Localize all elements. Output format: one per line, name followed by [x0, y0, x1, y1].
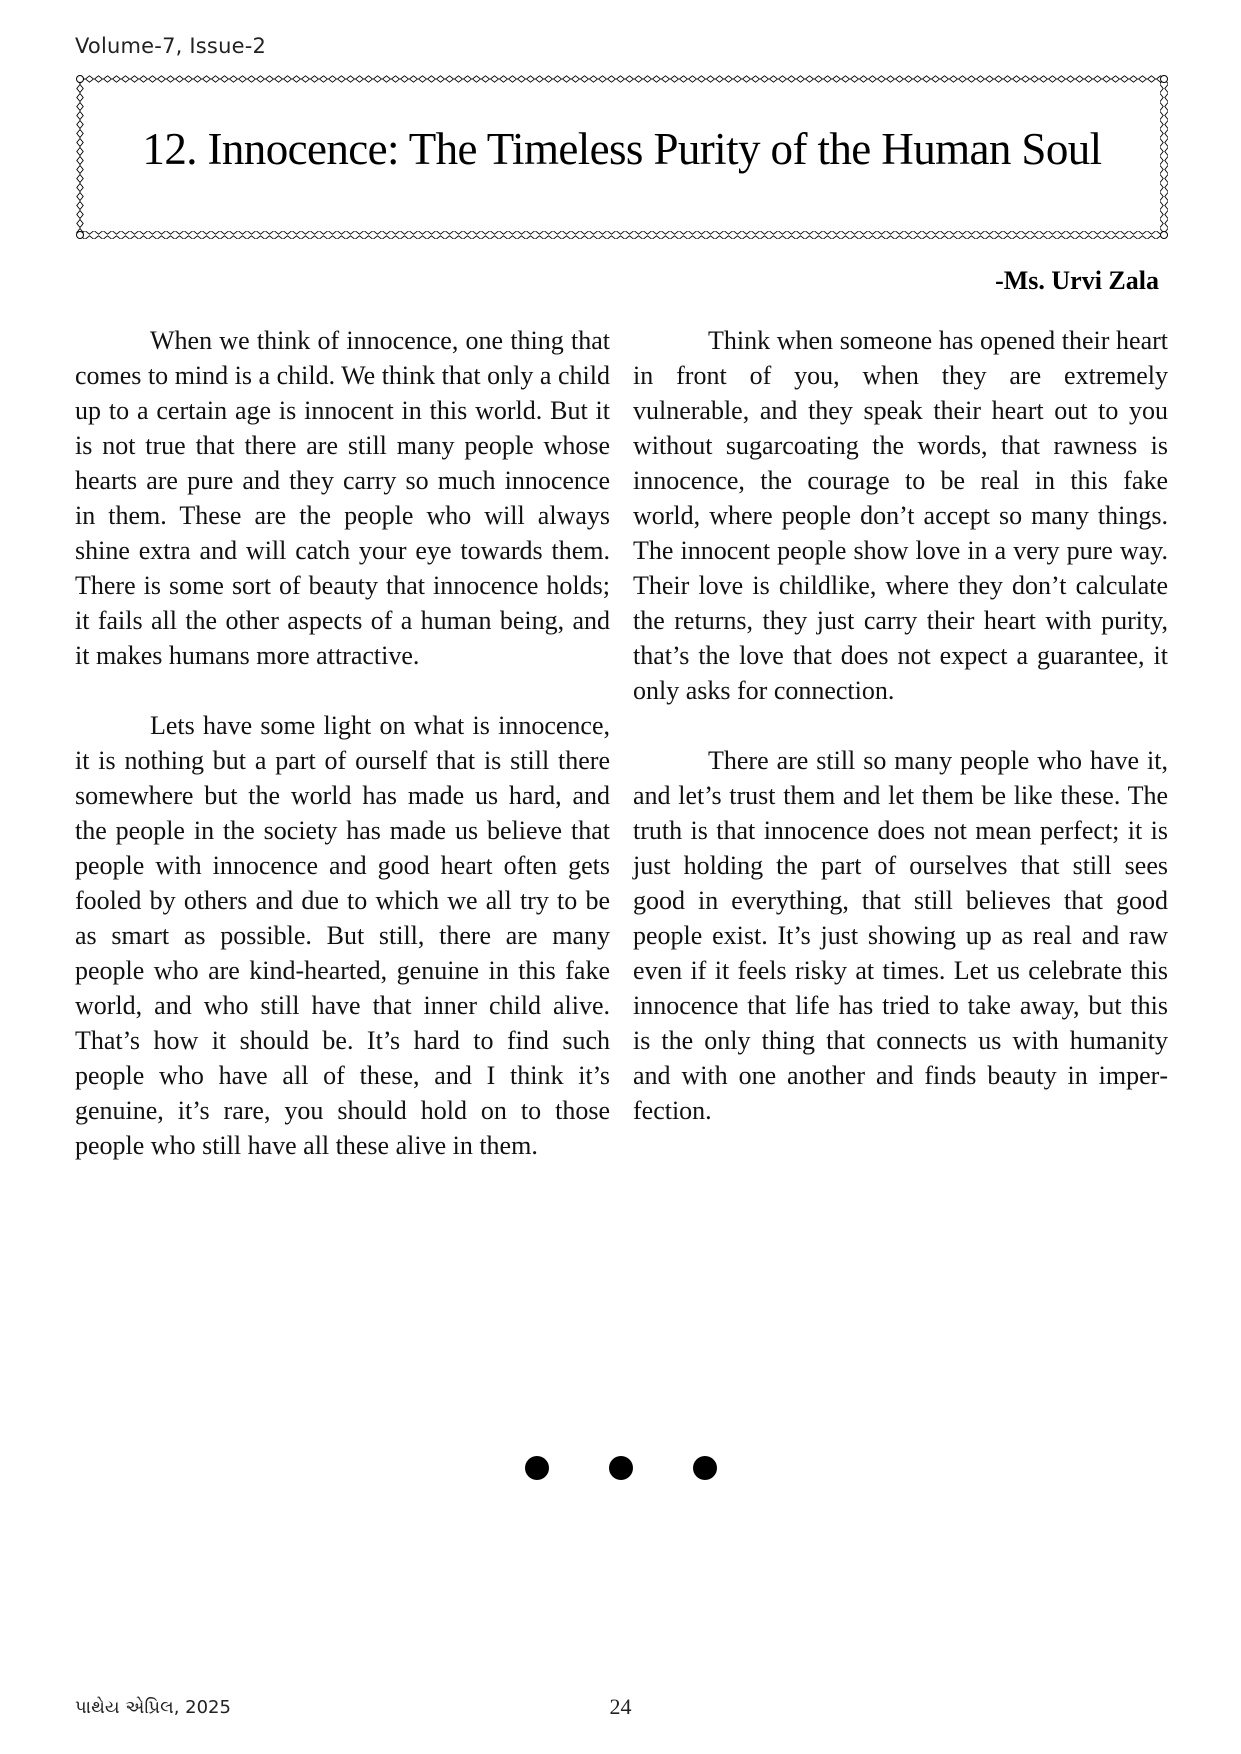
bullet-dot-icon: [609, 1456, 633, 1480]
title-frame: [76, 75, 1168, 239]
paragraph: Think when someone has opened their heart in front of you, when they are extremely vulnerable, and they speak their heart out to you without sugarcoating the words, that rawness is innocence, the courage to be real in this fake world, where people don’t accept so many things. The innocent people show love in a very pure way. Their love is childlike, where they don’t calculate the returns, they just carry their heart with purity, that’s the love that does not expect a guarantee, it only asks for connection.: [633, 326, 1168, 705]
section-end-ornament: [0, 1456, 1241, 1480]
author-byline: -Ms. Urvi Zala: [995, 266, 1159, 295]
paragraph: There are still so many people who have it, and let’s trust them and let them be like these. The truth is that innocence does not mean perfect; it is just holding the part of ourselves that still sees good in everything, that still believes that good people exist. It’s just showing up as real and raw even if it feels risky at times. Let us celebrate this innocence that life has tried to take away, but this is the only thing that connects us with humanity and with one another and finds beauty in imperfection.: [633, 746, 1168, 1125]
page-number: 24: [609, 1694, 632, 1719]
publication-footer: પાથેય એપ્રિલ, 2025: [75, 1697, 231, 1718]
article-title: 12. Innocence: The Timeless Purity of the Human Soul: [142, 124, 1102, 174]
issue-label: Volume-7, Issue-2: [75, 34, 267, 58]
paragraph: When we think of innocence, one thing that comes to mind is a child. We think that only a child up to a certain age is innocent in this world. But it is not true that there are still many people whose hearts are pure and they carry so much innocence in them. These are the people who will always shine extra and will catch your eye towards them. There is some sort of beauty that innocence holds; it fails all the other aspects of a human being, and it makes humans more attractive.: [75, 326, 610, 670]
paragraph: Lets have some light on what is innocence, it is nothing but a part of ourself that is still there somewhere but the world has made us hard, and the people in the society has made us believe that people with innocence and good heart often gets fooled by others and due to which we all try to be as smart as possible. But still, there are many people who are kind-hearted, genuine in this fake world, and who still have that inner child alive. That’s how it should be. It’s hard to find such people who have all of these, and I think it’s genuine, it’s rare, you should hold on to those people who still have all these alive in them.: [75, 711, 610, 1160]
left-column: [75, 323, 610, 1198]
bullet-dot-icon: [525, 1456, 549, 1480]
bullet-dot-icon: [693, 1456, 717, 1480]
right-column: [633, 323, 1168, 1163]
